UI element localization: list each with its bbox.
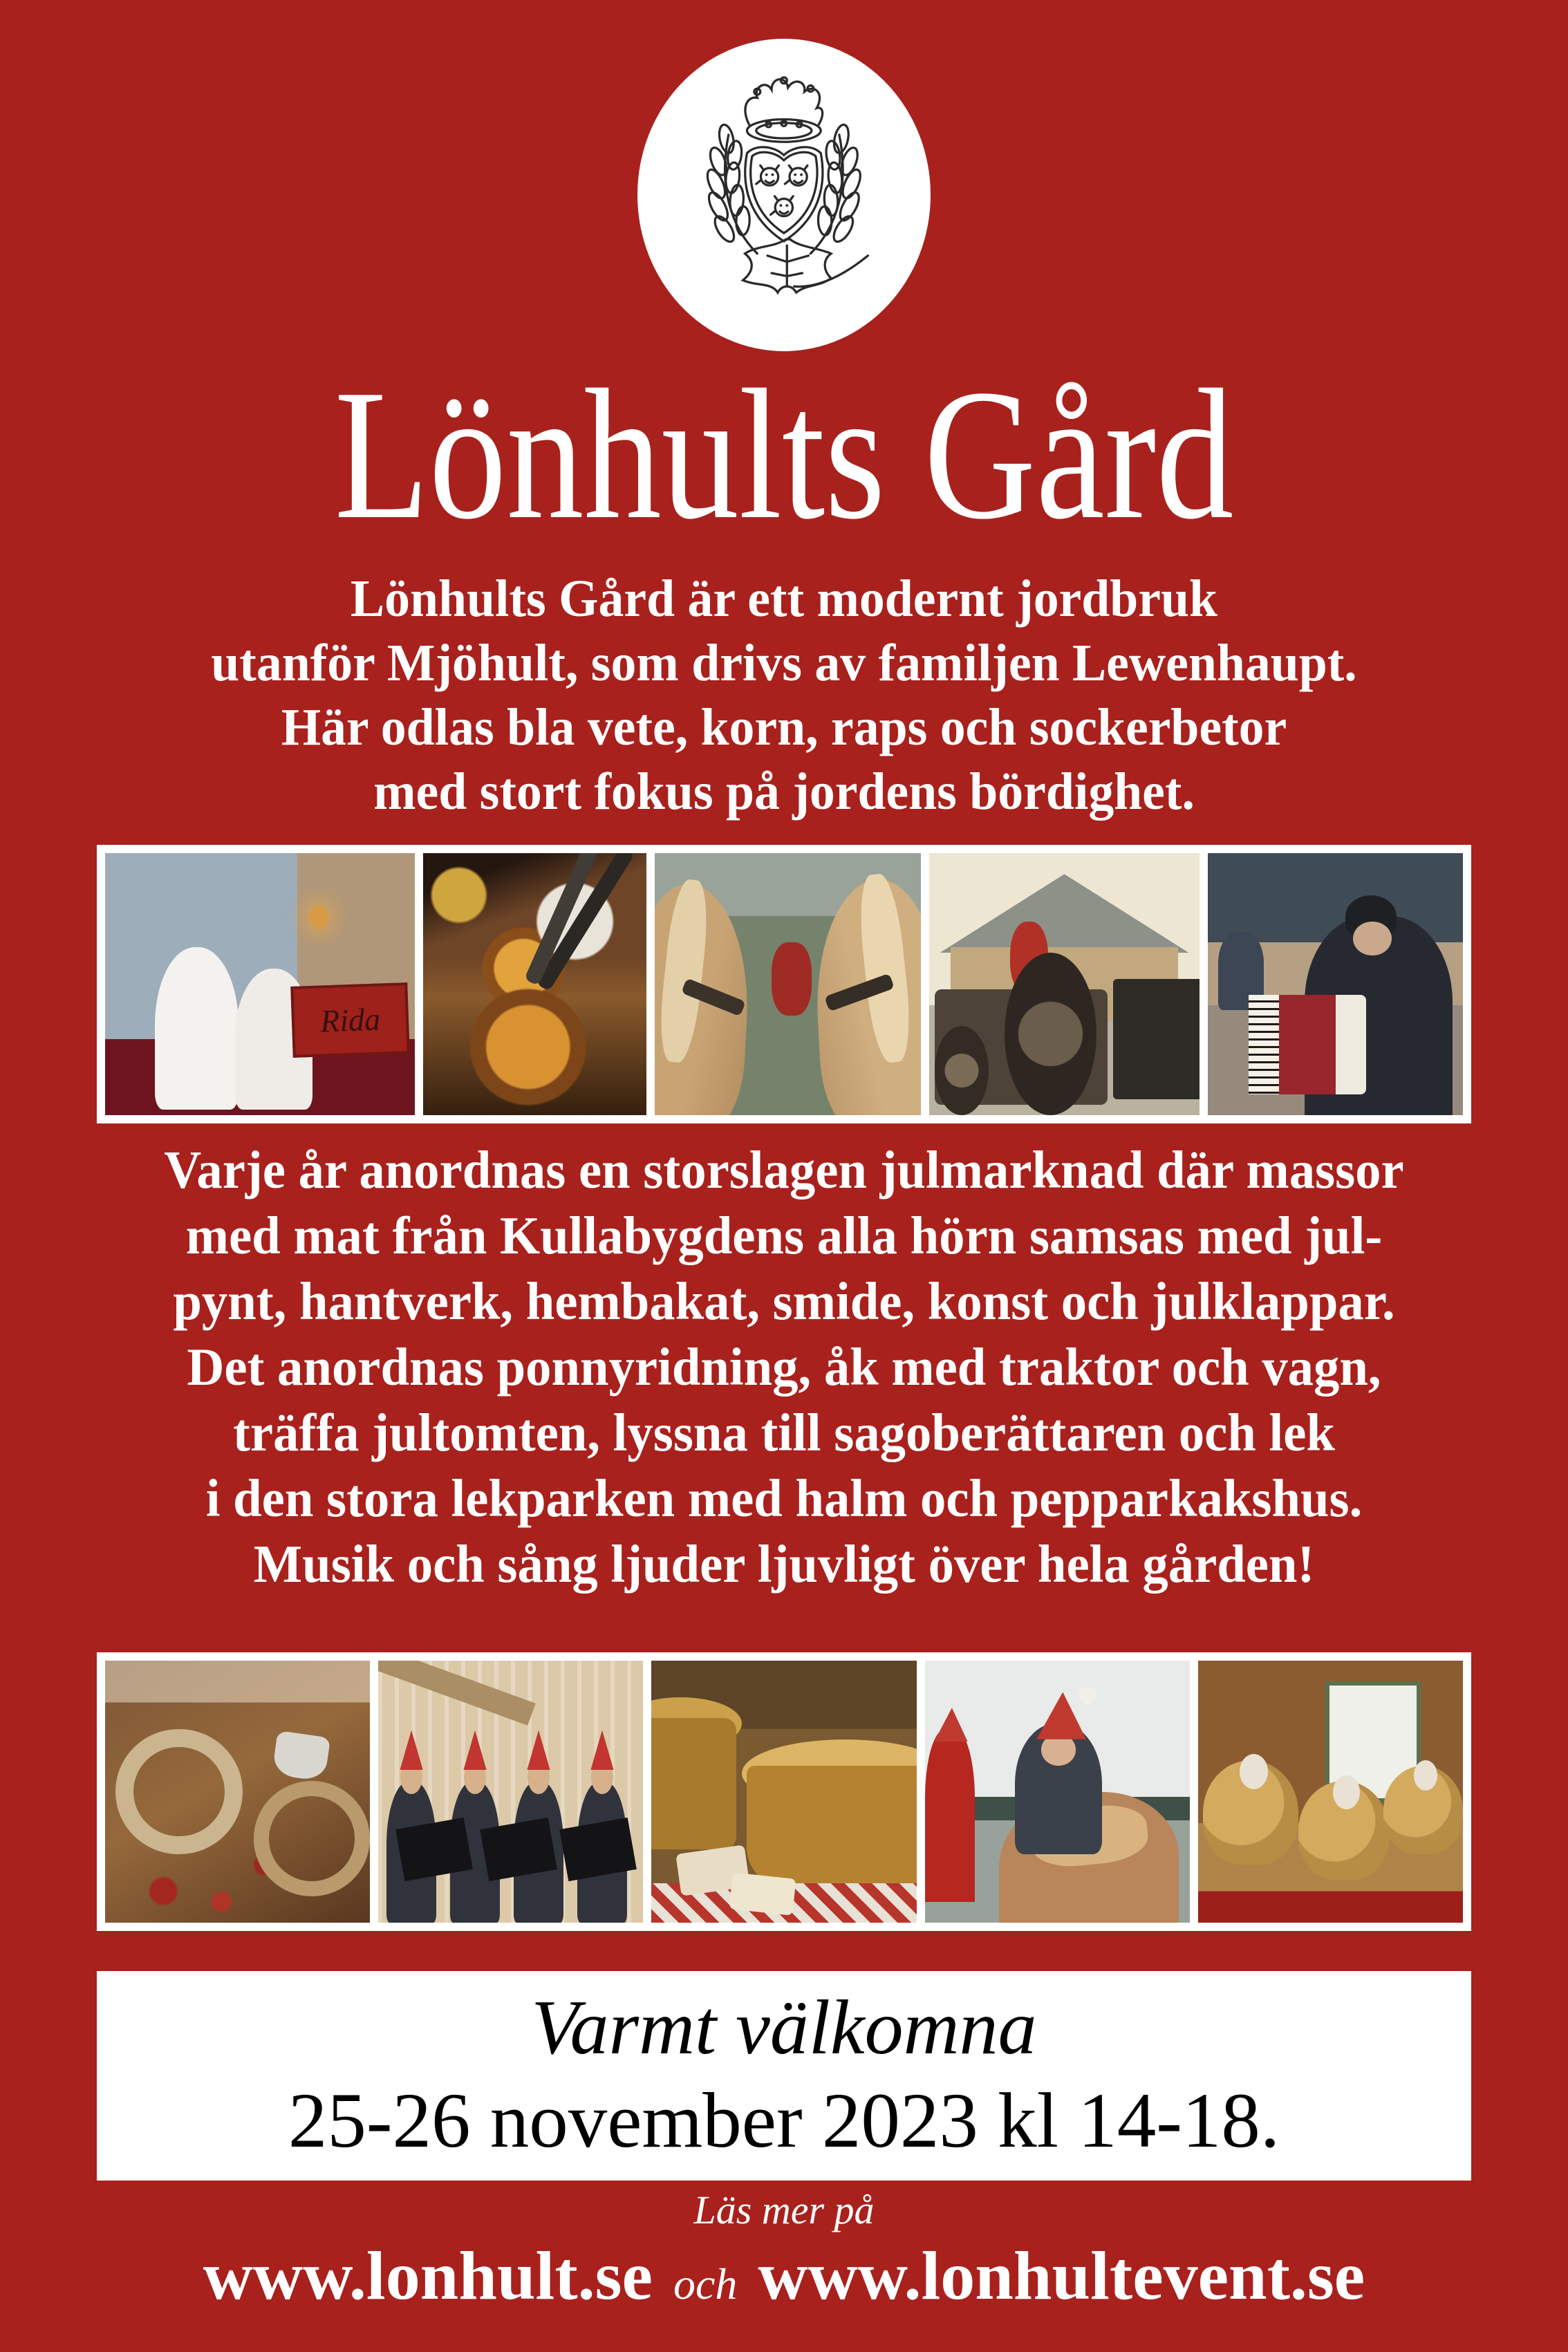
market-line: pynt, hantverk, hembakat, smide, konst och julklappar. [173, 1271, 1395, 1331]
read-more-label: Läs mer på [693, 2187, 875, 2232]
photo-accordion-player-and-riders [1208, 853, 1463, 1115]
accordion-keys [1249, 995, 1279, 1094]
event-date: 25-26 november 2023 kl 14-18. [288, 2077, 1280, 2164]
red-decoration [772, 942, 812, 1016]
rida-sign-text: Rida [319, 1000, 381, 1038]
photo-rider-in-santa-hat-on-horse [925, 1661, 1190, 1923]
market-line: Varje år anordnas en storslagen julmarknad där massor [164, 1140, 1404, 1200]
conjunction-text: och [673, 2259, 738, 2308]
tractor-front-wheel [935, 1026, 989, 1115]
coat-of-arms-icon [664, 67, 904, 324]
website-url-lonhult: www.lonhult.se [203, 2237, 653, 2314]
wagon [1113, 979, 1200, 1099]
wreath [115, 1729, 243, 1855]
wreath [254, 1781, 371, 1896]
photo-santa-driving-tractor-wagon [929, 853, 1200, 1115]
photo-cheese-wheels-market-stand [651, 1661, 916, 1923]
market-line: i den stora lekparken med halm och pepparkakshus. [205, 1468, 1363, 1528]
market-paragraph [24, 1137, 1544, 1597]
barn-roof [940, 874, 1189, 953]
silver-bow [272, 1730, 330, 1782]
rida-sign [290, 982, 410, 1058]
market-line: träffa jultomten, lyssna till sagoberättaren och lek [233, 1403, 1335, 1462]
santa-hat-pompom [1079, 1687, 1097, 1704]
photo-lucia-children-on-carriage [105, 853, 415, 1115]
photo-choir-in-santa-hats [378, 1661, 643, 1923]
photo-strip-2 [97, 1652, 1471, 1931]
intro-line: utanför Mjöhult, som drivs av familjen Lewenhaupt. [211, 634, 1357, 692]
photo-strip-1 [97, 845, 1471, 1123]
website-url-lonhultevent: www.lonhultevent.se [758, 2237, 1365, 2314]
website-links [0, 2234, 1568, 2326]
santa-coat-figure [925, 1729, 976, 1902]
intro-line: med stort fokus på jordens bördighet. [373, 763, 1195, 821]
photo-waffle-iron-baking [423, 853, 646, 1115]
street-lantern [310, 906, 328, 929]
straw-sheep [1203, 1760, 1298, 1865]
intro-paragraph [24, 567, 1544, 824]
wrapped-cheese-packet [729, 1872, 796, 1915]
cheese-wheel [651, 1718, 736, 1849]
musician-face [1353, 922, 1391, 955]
market-line: med mat från Kullabygdens alla hörn samsas med jul- [185, 1206, 1383, 1265]
market-line: Det anordnas ponnyridning, åk med traktor och vagn, [187, 1337, 1381, 1397]
page-title: Lönhults Gård [334, 351, 1234, 558]
lucia-child-figure [155, 947, 239, 1110]
welcome-banner [97, 1971, 1471, 2181]
photo-straw-sheep-figures [1198, 1661, 1463, 1923]
wooden-beam [378, 1661, 536, 1726]
welcome-text: Varmt välkomna [531, 1984, 1037, 2071]
straw-sheep [1298, 1781, 1388, 1880]
intro-line: Lönhults Gård är ett modernt jordbruk [351, 570, 1217, 628]
farm-crest-logo [637, 39, 931, 351]
market-line: Musik och sång ljuder ljuvligt över hela gården! [253, 1534, 1315, 1594]
tractor-rear-wheel [1005, 953, 1096, 1115]
intro-line: Här odlas bla vete, korn, raps och sockerbetor [281, 698, 1287, 756]
photo-draft-horses-with-harness [655, 853, 921, 1115]
straw-sheep [1383, 1766, 1463, 1855]
photo-christmas-wreaths-stall [105, 1661, 370, 1923]
